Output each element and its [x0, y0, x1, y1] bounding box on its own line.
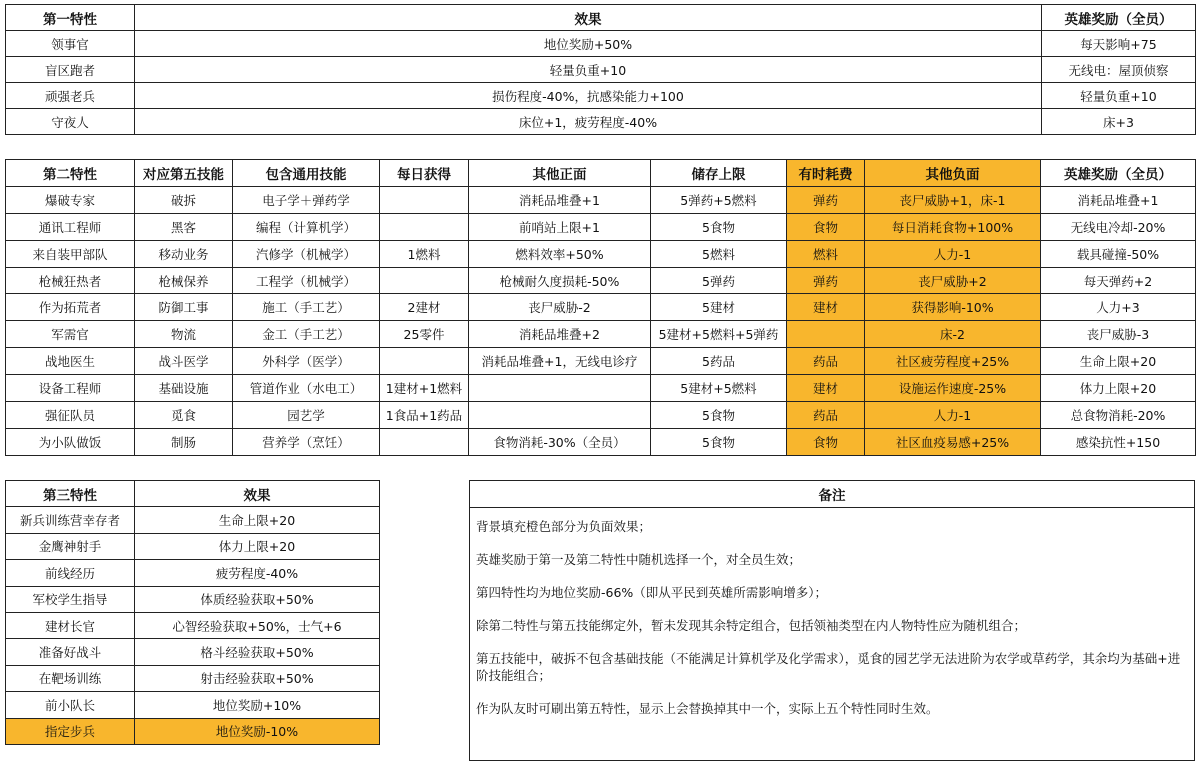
storage-limit: 5燃料: [651, 240, 787, 267]
hero-bonus: 无线电：屋顶侦察: [1042, 57, 1196, 83]
other-negative: 社区血疫易感+25%: [865, 428, 1041, 455]
other-positive: 食物消耗-30%（全员）: [469, 428, 651, 455]
other-negative: 社区疲劳程度+25%: [865, 348, 1041, 375]
column-header: 对应第五技能: [135, 160, 233, 187]
storage-limit: 5食物: [651, 428, 787, 455]
trait-effect: 体力上限+20: [135, 533, 380, 559]
trait-name: 来自装甲部队: [6, 240, 135, 267]
other-negative: 每日消耗食物+100%: [865, 213, 1041, 240]
daily-gain: 2建材: [380, 294, 469, 321]
fifth-skill: 防御工事: [135, 294, 233, 321]
other-negative: 获得影响-10%: [865, 294, 1041, 321]
note-line: 英雄奖励于第一及第二特性中随机选择一个，对全员生效；: [476, 552, 802, 567]
third-trait-table: [5, 480, 380, 745]
table-row: [6, 718, 380, 744]
daily-gain: [380, 348, 469, 375]
trait-name: 前线经历: [6, 560, 135, 586]
general-skill: 营养学（烹饪）: [233, 428, 380, 455]
hero-bonus: 感染抗性+150: [1041, 428, 1196, 455]
daily-gain: 1食品+1药品: [380, 402, 469, 429]
trait-name: 强征队员: [6, 402, 135, 429]
trait-effect: 损伤程度-40%，抗感染能力+100: [135, 83, 1042, 109]
table-row: [6, 533, 380, 559]
table-row: [6, 267, 1196, 294]
table-row: [6, 186, 1196, 213]
fifth-skill: 枪械保养: [135, 267, 233, 294]
other-positive: [469, 402, 651, 429]
storage-limit: 5弹药: [651, 267, 787, 294]
general-skill: 施工（手工艺）: [233, 294, 380, 321]
other-positive: 消耗品堆叠+2: [469, 321, 651, 348]
trait-name: 在靶场训练: [6, 665, 135, 691]
other-positive: [469, 375, 651, 402]
table-row: [6, 375, 1196, 402]
table-row: [470, 508, 1195, 761]
trait-name: 金鹰神射手: [6, 533, 135, 559]
hero-bonus: 体力上限+20: [1041, 375, 1196, 402]
hero-bonus: 床+3: [1042, 109, 1196, 135]
trait-name: 守夜人: [6, 109, 135, 135]
other-negative: 人力-1: [865, 402, 1041, 429]
occasional-cost: 弹药: [787, 267, 865, 294]
column-header: 包含通用技能: [233, 160, 380, 187]
general-skill: 管道作业（水电工）: [233, 375, 380, 402]
table-header-row: [6, 5, 1196, 31]
general-skill: 电子学＋弹药学: [233, 186, 380, 213]
other-positive: 丧尸威胁-2: [469, 294, 651, 321]
trait-name: 爆破专家: [6, 186, 135, 213]
hero-bonus: 生命上限+20: [1041, 348, 1196, 375]
other-negative: 丧尸威胁+2: [865, 267, 1041, 294]
table-row: [6, 586, 380, 612]
trait-effect: 射击经验获取+50%: [135, 665, 380, 691]
occasional-cost: 食物: [787, 213, 865, 240]
trait-effect: 轻量负重+10: [135, 57, 1042, 83]
table-row: [6, 109, 1196, 135]
other-negative: 人力-1: [865, 240, 1041, 267]
trait-name: 盲区跑者: [6, 57, 135, 83]
table-row: [6, 57, 1196, 83]
trait-effect: 地位奖励-10%: [135, 718, 380, 744]
note-line: 除第二特性与第五技能绑定外，暂未发现其余特定组合，包括领袖类型在内人物特性应为随机组合；: [476, 618, 1027, 633]
table-row: [6, 321, 1196, 348]
trait-name: 指定步兵: [6, 718, 135, 744]
notes-body: [470, 508, 1195, 761]
storage-limit: 5建材+5燃料+5弹药: [651, 321, 787, 348]
column-header: 其他正面: [469, 160, 651, 187]
trait-effect: 格斗经验获取+50%: [135, 639, 380, 665]
trait-name: 新兵训练营幸存者: [6, 507, 135, 533]
table-header-row: [6, 160, 1196, 187]
daily-gain: [380, 428, 469, 455]
occasional-cost: 建材: [787, 294, 865, 321]
fifth-skill: 移动业务: [135, 240, 233, 267]
column-header: 第三特性: [6, 481, 135, 507]
notes-header: 备注: [470, 481, 1195, 508]
hero-bonus: 载具碰撞-50%: [1041, 240, 1196, 267]
trait-name: 顽强老兵: [6, 83, 135, 109]
note-line: 作为队友时可刷出第五特性，显示上会替换掉其中一个，实际上五个特性同时生效。: [476, 701, 939, 716]
trait-name: 准备好战斗: [6, 639, 135, 665]
note-line: 第五技能中，破拆不包含基础技能（不能满足计算机学及化学需求），觅食的园艺学无法进阶为农学或草药学，其余均为基础+进阶技能组合；: [476, 651, 1181, 683]
storage-limit: 5建材: [651, 294, 787, 321]
hero-bonus: 消耗品堆叠+1: [1041, 186, 1196, 213]
hero-bonus: 每天弹药+2: [1041, 267, 1196, 294]
occasional-cost: 药品: [787, 348, 865, 375]
column-header: 储存上限: [651, 160, 787, 187]
table-row: [6, 240, 1196, 267]
occasional-cost: 药品: [787, 402, 865, 429]
table-row: [6, 348, 1196, 375]
other-positive: 前哨站上限+1: [469, 213, 651, 240]
trait-effect: 疲劳程度-40%: [135, 560, 380, 586]
trait-name: 设备工程师: [6, 375, 135, 402]
trait-name: 战地医生: [6, 348, 135, 375]
table-row: [6, 213, 1196, 240]
table-row: [6, 692, 380, 718]
other-positive: 消耗品堆叠+1，无线电诊疗: [469, 348, 651, 375]
table-row: [6, 294, 1196, 321]
trait-name: 作为拓荒者: [6, 294, 135, 321]
storage-limit: 5弹药+5燃料: [651, 186, 787, 213]
notes-table: [469, 480, 1195, 761]
table-row: [6, 507, 380, 533]
other-positive: 枪械耐久度损耗-50%: [469, 267, 651, 294]
hero-bonus: 每天影响+75: [1042, 31, 1196, 57]
table-row: [6, 428, 1196, 455]
trait-name: 军校学生指导: [6, 586, 135, 612]
occasional-cost: 弹药: [787, 186, 865, 213]
hero-bonus: 总食物消耗-20%: [1041, 402, 1196, 429]
trait-name: 前小队长: [6, 692, 135, 718]
other-negative: 丧尸威胁+1，床-1: [865, 186, 1041, 213]
note-line: 背景填充橙色部分为负面效果；: [476, 519, 652, 534]
fifth-skill: 战斗医学: [135, 348, 233, 375]
trait-effect: 地位奖励+50%: [135, 31, 1042, 57]
first-trait-table: [5, 4, 1196, 135]
fifth-skill: 制肠: [135, 428, 233, 455]
fifth-skill: 觅食: [135, 402, 233, 429]
daily-gain: [380, 213, 469, 240]
fifth-skill: 黑客: [135, 213, 233, 240]
trait-name: 为小队做饭: [6, 428, 135, 455]
daily-gain: 1建材+1燃料: [380, 375, 469, 402]
daily-gain: 1燃料: [380, 240, 469, 267]
trait-name: 枪械狂热者: [6, 267, 135, 294]
occasional-cost: 建材: [787, 375, 865, 402]
trait-effect: 心智经验获取+50%，士气+6: [135, 612, 380, 638]
table-row: [6, 639, 380, 665]
table-row: [6, 31, 1196, 57]
hero-bonus: 无线电冷却-20%: [1041, 213, 1196, 240]
storage-limit: 5食物: [651, 402, 787, 429]
column-header: 有时耗费: [787, 160, 865, 187]
table-header-row: [470, 481, 1195, 508]
occasional-cost: [787, 321, 865, 348]
table-row: [6, 83, 1196, 109]
column-header: 第一特性: [6, 5, 135, 31]
general-skill: 汽修学（机械学）: [233, 240, 380, 267]
note-line: 第四特性均为地位奖励-66%（即从平民到英雄所需影响增多）；: [476, 585, 828, 600]
other-negative: 床-2: [865, 321, 1041, 348]
trait-effect: 体质经验获取+50%: [135, 586, 380, 612]
column-header: 每日获得: [380, 160, 469, 187]
column-header: 效果: [135, 481, 380, 507]
trait-name: 通讯工程师: [6, 213, 135, 240]
column-header: 其他负面: [865, 160, 1041, 187]
other-positive: 燃料效率+50%: [469, 240, 651, 267]
hero-bonus: 轻量负重+10: [1042, 83, 1196, 109]
occasional-cost: 食物: [787, 428, 865, 455]
storage-limit: 5食物: [651, 213, 787, 240]
general-skill: 金工（手工艺）: [233, 321, 380, 348]
general-skill: 工程学（机械学）: [233, 267, 380, 294]
other-negative: 设施运作速度-25%: [865, 375, 1041, 402]
table-row: [6, 665, 380, 691]
column-header: 效果: [135, 5, 1042, 31]
daily-gain: 25零件: [380, 321, 469, 348]
storage-limit: 5建材+5燃料: [651, 375, 787, 402]
storage-limit: 5药品: [651, 348, 787, 375]
trait-effect: 地位奖励+10%: [135, 692, 380, 718]
second-trait-table: [5, 159, 1196, 456]
table-row: [6, 612, 380, 638]
daily-gain: [380, 186, 469, 213]
table-row: [6, 402, 1196, 429]
fifth-skill: 物流: [135, 321, 233, 348]
column-header: 英雄奖励（全员）: [1041, 160, 1196, 187]
general-skill: 外科学（医学）: [233, 348, 380, 375]
trait-name: 军需官: [6, 321, 135, 348]
daily-gain: [380, 267, 469, 294]
hero-bonus: 丧尸威胁-3: [1041, 321, 1196, 348]
hero-bonus: 人力+3: [1041, 294, 1196, 321]
occasional-cost: 燃料: [787, 240, 865, 267]
column-header: 第二特性: [6, 160, 135, 187]
fifth-skill: 破拆: [135, 186, 233, 213]
fifth-skill: 基础设施: [135, 375, 233, 402]
other-positive: 消耗品堆叠+1: [469, 186, 651, 213]
trait-effect: 生命上限+20: [135, 507, 380, 533]
general-skill: 园艺学: [233, 402, 380, 429]
general-skill: 编程（计算机学）: [233, 213, 380, 240]
trait-name: 领事官: [6, 31, 135, 57]
table-row: [6, 560, 380, 586]
table-header-row: [6, 481, 380, 507]
trait-effect: 床位+1，疲劳程度-40%: [135, 109, 1042, 135]
column-header: 英雄奖励（全员）: [1042, 5, 1196, 31]
trait-name: 建材长官: [6, 612, 135, 638]
